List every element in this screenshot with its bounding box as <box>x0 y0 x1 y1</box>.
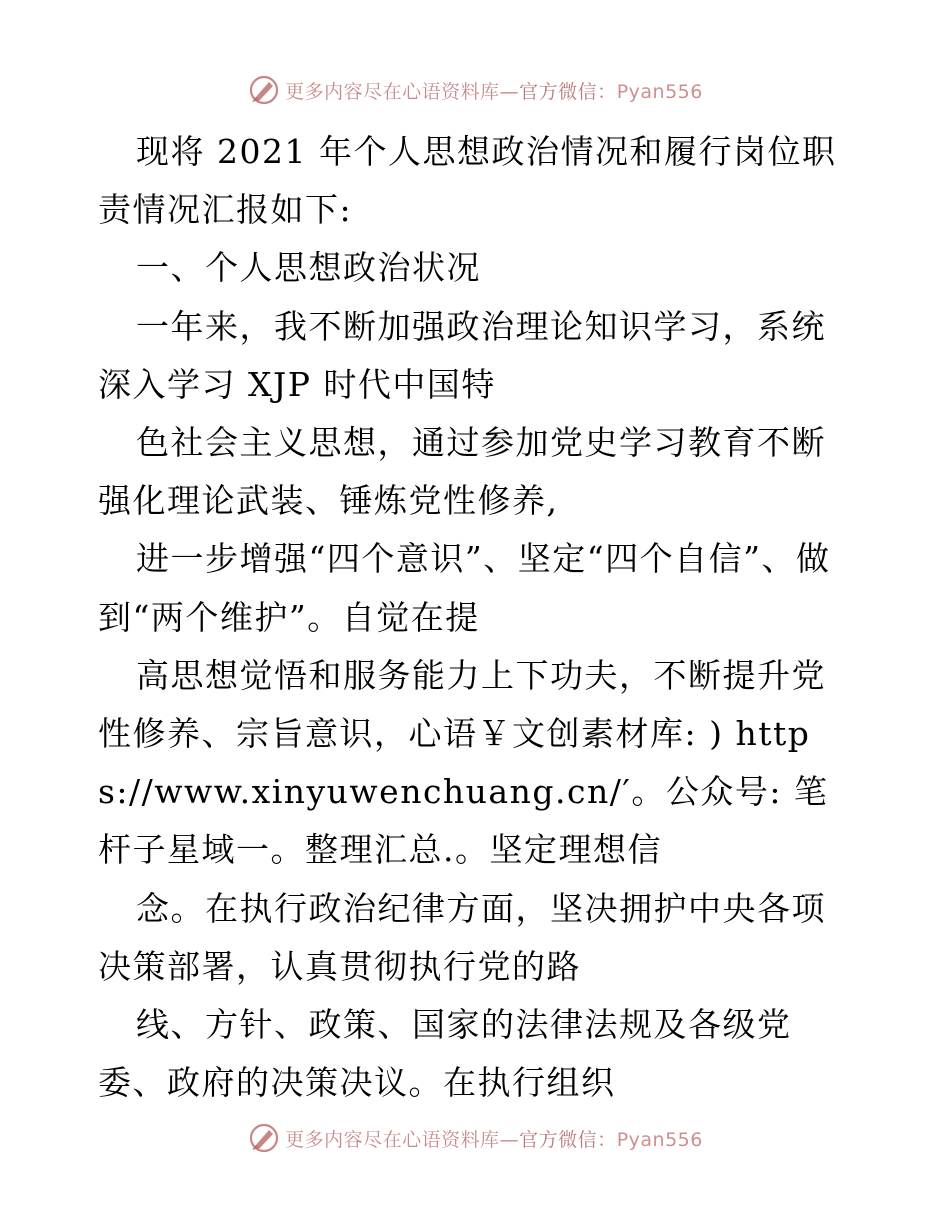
paragraph: 线、方针、政策、国家的法律法规及各级党委、政府的决策决议。在执行组织 <box>98 1005 792 1103</box>
banner-account: Pyan556 <box>616 80 703 103</box>
banner-brand: 更多内容尽在心语资料库 <box>285 1128 500 1151</box>
banner-account: Pyan556 <box>616 1128 703 1151</box>
banner-text <box>285 77 703 104</box>
document-body <box>98 123 858 1112</box>
paragraph: 高思想觉悟和服务能力上下功夫，不断提升党性修养、宗旨意识，心语￥文创素材库: ) https://www.xinyuwenchuang.cn/′。公众号: 笔杆子星域一。整理汇总.。坚定理想信 <box>98 655 829 870</box>
paragraph: 现将 2021 年个人思想政治情况和履行岗位职责情况汇报如下: <box>98 132 837 230</box>
banner-wechat-label: 官方微信： <box>519 1128 617 1151</box>
paragraph: 一年来，我不断加强政治理论知识学习，系统深入学习 XJP 时代中国特 <box>98 306 826 404</box>
paragraph: 念。在执行政治纪律方面，坚决拥护中央各项决策部署，认真贯彻执行党的路 <box>98 888 826 986</box>
pen-nib-logo-icon <box>247 1121 281 1155</box>
banner-brand: 更多内容尽在心语资料库 <box>285 80 500 103</box>
banner-text <box>285 1125 703 1152</box>
banner-wechat-label: 官方微信： <box>519 80 617 103</box>
banner-separator: — <box>499 80 520 103</box>
banner-separator: — <box>499 1128 520 1151</box>
pen-nib-logo-icon <box>247 73 281 107</box>
paragraph: 进一步增强“四个意识”、坚定“四个自信”、做到“两个维护”。自觉在提 <box>98 539 831 637</box>
footer-watermark-banner <box>0 1118 950 1158</box>
header-watermark-banner <box>0 70 950 110</box>
section-heading: 一、个人思想政治状况 <box>136 248 481 288</box>
paragraph: 色社会主义思想，通过参加党史学习教育不断强化理论武装、锤炼党性修养, <box>98 423 826 521</box>
